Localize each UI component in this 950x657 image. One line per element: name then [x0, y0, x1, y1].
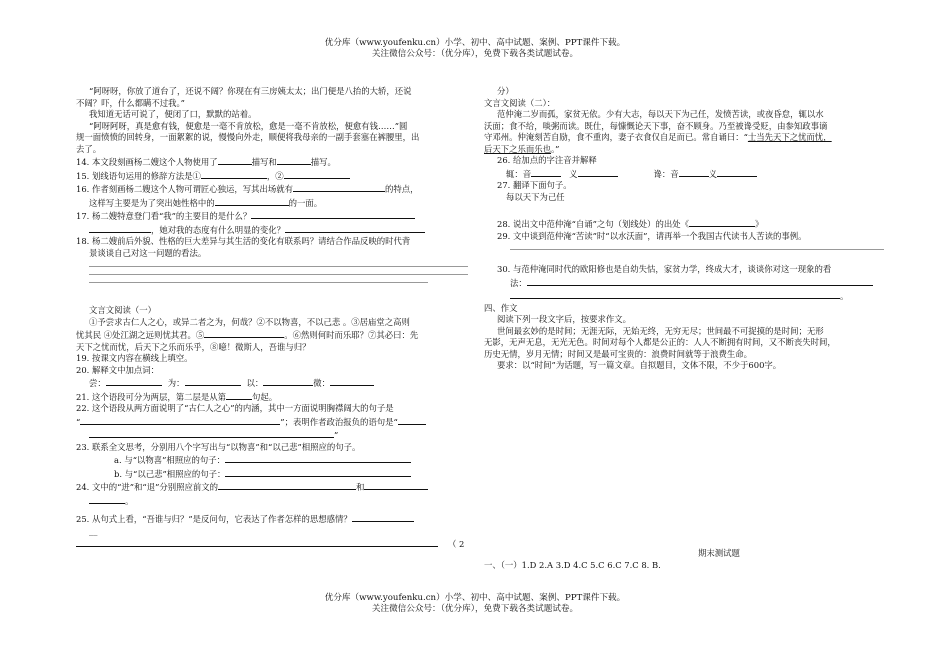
question-18: 18. 杨二嫂前后外貌、性格的巨大差异与其生活的变化有联系吗？请结合作品反映的时代背	[76, 236, 411, 246]
answer-line	[89, 266, 468, 267]
question-22-cont2: ”	[76, 428, 468, 442]
question-30-line: 。	[484, 289, 894, 303]
left-column	[76, 86, 468, 551]
question-18-cont: 景谈谈自己对这一问题的看法。	[89, 247, 207, 258]
page-footer	[0, 593, 950, 615]
passage-line: “阿呀呀，你放了道台了，还说不阔？你现在有三房姨太太；出门便是八抬的大轿，还说	[89, 86, 412, 96]
question-16: 16. 作者刻画杨二嫂这个人物可谓匠心独运，写其出场就有 的特点，	[76, 184, 419, 194]
passage-line: “阿呀阿呀，真是愈有钱，便愈是一毫不肯放松，愈是一毫不肯放松，便愈有钱……”圆	[89, 120, 408, 131]
answer-line	[89, 274, 468, 275]
header-line-1: 优分库（www.youfenku.cn）小学、初中、高中试题、案例、PPT课件下载。	[324, 38, 626, 48]
answer-line-1: 一、（一）1.D 2.A 3.D 4.C 5.C 6.C 7.C 8. B.	[484, 559, 661, 570]
question-14: 14. 本文段刻画杨二嫂这个人物使用了 描写和 描写。	[76, 157, 336, 167]
section-heading: 文言文阅读（一）	[89, 305, 156, 315]
passage-line: 范仲淹二岁而孤，家贫无依。少有大志，每以天下为己任，发愤苦读，或夜昏怠，辄以水	[497, 109, 824, 119]
question-21: 21. 这个语段可分为两层，第二层是从第 句起。	[76, 391, 278, 402]
footer-line-1: 优分库（www.youfenku.cn）小学、初中、高中试题、案例、PPT课件下载。	[324, 593, 626, 603]
question-29: 29. 文中谈到范仲淹“苦读”时“以水沃面”，请再举一个我国古代读书人苦读的事例。	[497, 230, 807, 241]
passage-line: 天下之忧而忧，后天下之乐而乐乎，⑧噫！微斯人，吾谁与归？	[76, 341, 311, 352]
question-26: 26. 给加点的字注音并解释	[497, 155, 597, 165]
question-24-cont: 。	[76, 494, 468, 508]
passage-line: 去了。	[76, 143, 102, 154]
question-25-cont: __	[89, 525, 98, 536]
essay-passage: 历史无情，岁月无情；时间又是最可宝贵的：浪费时间就等于浪费生命。	[484, 348, 752, 359]
question-22-cont: “ ”；表明作者政治报负的语句是“	[76, 415, 468, 429]
passage-line: 不阔？吓，什么都瞒不过我。”	[76, 97, 185, 108]
question-30-cont: 法：	[484, 276, 894, 290]
question-27-sentence: 每以天下为己任	[506, 191, 565, 202]
question-25: 25. 从句式上看，“吾谁与归？”是反问句，它表达了作者怎样的思想感情？	[76, 512, 468, 526]
section-heading: 四、作文	[484, 302, 518, 313]
question-16-cont: 这样写主要是为了突出她性格中的 的一面。	[89, 197, 323, 208]
passage-line: 守邓州。仲淹刻苦自励，食不重肉，妻子衣食仅自足而已。常自诵曰：“士当先天下之忧而忧，	[484, 132, 832, 142]
passage-line: ①予尝求古仁人之心，或异二者之为，何哉？②不以物喜，不以己悲 。③居庙堂之高则	[89, 316, 410, 327]
question-17: 17. 杨二嫂特意登门看“我”的主要目的是什么？	[76, 209, 468, 223]
passage-line: 规一面愤愤的回转身，一面絮絮的说，慢慢向外走，顺便将我母亲的一副手套塞在裤腰里，出	[76, 132, 420, 142]
question-22: 22. 这个语段从两方面说明了“古仁人之心”的内涵，其中一方面说明胸襟阔大的句子是	[76, 403, 394, 413]
header-line-2: 关注微信公众号：（优分库），免费下载各类试题试卷。	[371, 49, 579, 59]
question-20-items: 尝： 为： 以： 微：	[76, 376, 468, 390]
question-19: 19. 按课文内容在横线上填空。	[76, 353, 193, 363]
continuation-text: 分）	[497, 86, 514, 96]
question-17-cont: ，她对我的态度有什么明显的变化？	[76, 223, 468, 237]
question-27: 27. 翻译下面句子。	[497, 180, 572, 190]
essay-requirement: 要求：以“时间”为话题，写一篇文章。自拟题目，文体不限，不少于600字。	[497, 360, 782, 370]
answer-title: 期末测试题	[698, 548, 740, 558]
question-15: 15. 划线语句运用的修辞方法是① ，②	[76, 169, 468, 183]
question-24: 24. 文中的“进”和“退”分别照应前文的 和	[76, 480, 468, 494]
essay-passage: 世间最玄妙的是时间；无涯无际，无始无终，无穷无尽；世间最不可捉摸的是时间；无形	[497, 325, 824, 336]
question-26-items: 辄：音 义 谗：音 义	[484, 167, 894, 181]
answer-section	[484, 548, 894, 571]
essay-instruction: 阅读下列一段文字后，按要求作文。	[497, 314, 631, 324]
question-23: 23. 联系全文思考，分别用八个字写出与“以物喜”和“以己悲”相照应的句子。	[76, 441, 361, 452]
question-23b: b. 与“以己悲”相照应的句子：	[76, 467, 468, 481]
passage-line: 我知道无话可说了，便闭了口，默默的站着。	[89, 109, 257, 119]
passage-line: 忧其民 ④处江湖之远则忧其君。⑤ 。⑥然则何时而乐耶？⑦其必曰：先	[76, 330, 419, 340]
question-28: 28. 说出文中范仲淹“自诵”之句（划线处）的出处《 》	[497, 219, 764, 229]
page-header	[0, 38, 950, 60]
question-30: 30. 与范仲淹同时代的欧阳修也是自幼失怙，家贫力学，终成大才，谈谈你对这一现象的看	[497, 264, 832, 274]
passage-line: 后天下之乐而乐也。”	[484, 143, 560, 154]
passage-line: 沃面；食不给，啖粥而读。既仕，每慷慨论天下事，奋不顾身。乃至被谗受贬，由参知政事谪	[484, 120, 828, 131]
question-20: 20. 解释文中加点词：	[76, 364, 159, 375]
right-column	[484, 86, 894, 372]
footer-line-2: 关注微信公众号：（优分库），免费下载各类试题试卷。	[371, 604, 579, 614]
question-23a: a. 与“以物喜”相照应的句子：	[76, 453, 468, 467]
essay-passage: 无影，无声无息，无光无色。时间对每个人都是公正的：人人不断拥有时间，又不断丧失时间，	[484, 337, 836, 347]
section-heading: 文言文阅读（二）：	[484, 97, 556, 108]
question-25-line: （ 2	[76, 537, 468, 551]
